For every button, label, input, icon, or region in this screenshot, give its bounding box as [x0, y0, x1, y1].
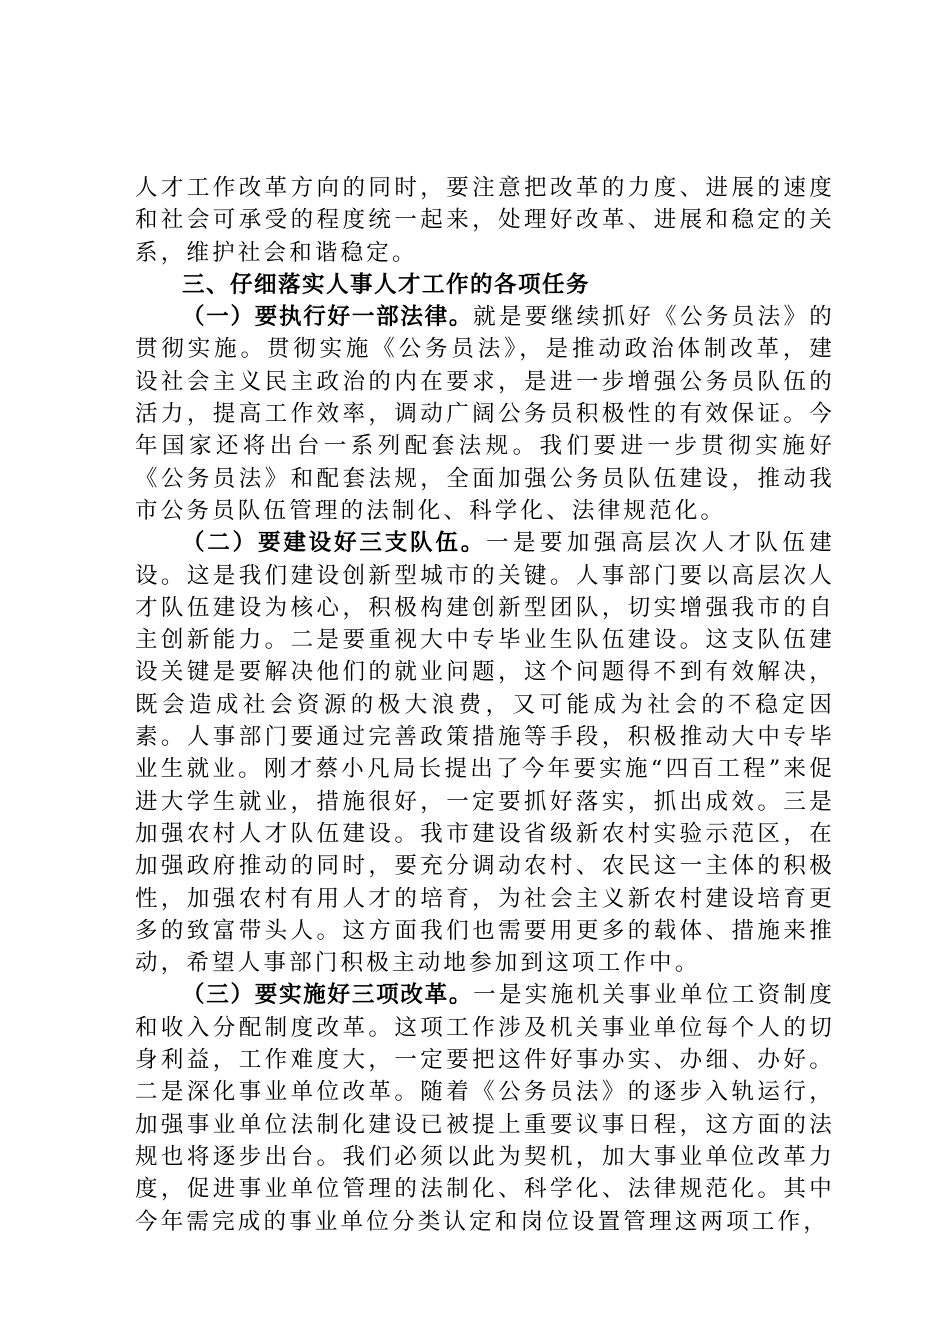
paragraph-two-body: 一是要加强高层次人才队伍建设。这是我们建设创新型城市的关键。人事部门要以高层次人才队伍建设为核心，积极构建创新型团队，切实增强我市的自主创新能力。二是要重视大中专毕业生队伍建设。这支队伍建设关键是要解决他们的就业问题，这个问题得不到有效解决，既会造成社会资源的极大浪费，又可能成为社会的不稳定因素。人事部门要通过完善政策措施等手段，积极推动大中专毕业生就业。刚才蔡小凡局长提出了今年要实施“四百工程”来促进大学生就业，措施很好，一定要抓好落实，抓出成效。三是加强农村人才队伍建设。我市建设省级新农村实验示范区，在加强政府推动的同时，要充分调动农村、农民这一主体的积极性，加强农村有用人才的培育，为社会主义新农村建设培育更多的致富带头人。这方面我们也需要用更多的载体、措施来推动，希望人事部门积极主动地参加到这项工作中。	[135, 530, 835, 977]
paragraph-one-body: 就是要继续抓好《公务员法》的贯彻实施。贯彻实施《公务员法》，是推动政治体制改革，建设社会主义民主政治的内在要求，是进一步增强公务员队伍的活力，提高工作效率，调动广阔公务员积极性的有效保证。今年国家还将出台一系列配套法规。我们要进一步贯彻实施好《公务员法》和配套法规，全面加强公务员队伍建设，推动我市公务员队伍管理的法制化、科学化、法律规范化。	[135, 304, 835, 524]
section-heading: 三、仔细落实人事人才工作的各项任务	[182, 271, 591, 298]
paragraph-two	[135, 527, 835, 979]
paragraph-one-lead: （一）要执行好一部法律。	[182, 304, 474, 331]
paragraph-three	[135, 979, 835, 1237]
paragraph-one	[135, 301, 835, 527]
continuation-paragraph: 人才工作改革方向的同时，要注意把改革的力度、进展的速度和社会可承受的程度统一起来，处理好改革、进展和稳定的关系，维护社会和谐稳定。	[135, 175, 835, 266]
paragraph-three-body: 一是实施机关事业单位工资制度和收入分配制度改革。这项工作涉及机关事业单位每个人的切身利益，工作难度大，一定要把这件好事办实、办细、办好。二是深化事业单位改革。随着《公务员法》的逐步入轨运行，加强事业单位法制化建设已被提上重要议事日程，这方面的法规也将逐步出台。我们必须以此为契机，加大事业单位改革力度，促进事业单位管理的法制化、科学化、法律规范化。其中今年需完成的事业单位分类认定和岗位设置管理这两项工作，	[135, 982, 835, 1235]
paragraph-two-lead: （二）要建设好三支队伍。	[182, 530, 487, 557]
paragraph-three-lead: （三）要实施好三项改革。	[182, 982, 474, 1009]
document-page	[135, 172, 835, 1238]
